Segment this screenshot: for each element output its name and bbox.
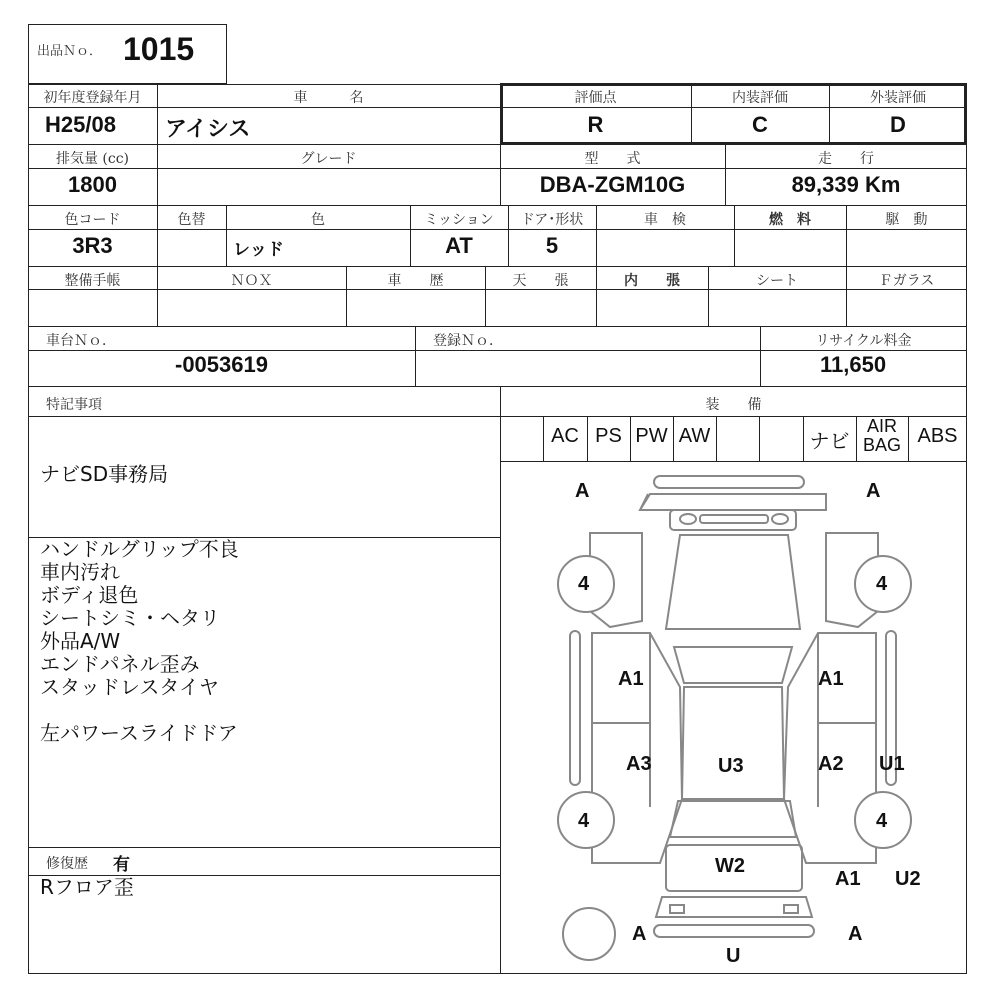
- color-change-label: 色替: [177, 212, 206, 228]
- color-value: レッド: [233, 240, 284, 259]
- dmg-left-rear-door: A3: [626, 753, 652, 775]
- dmg-right-front-door: A1: [818, 668, 844, 690]
- mission-value: AT: [445, 233, 473, 258]
- fglass-label: Ｆガラス: [878, 273, 935, 289]
- dmg-front-left: A: [575, 480, 590, 502]
- score-label: 評価点: [574, 90, 617, 106]
- recycle-label: リサイクル料金: [815, 333, 912, 349]
- equip-pw: PW: [635, 425, 668, 447]
- repair-value: 有: [113, 855, 130, 874]
- dmg-right-rail: U1: [879, 753, 905, 775]
- roof: [682, 687, 784, 799]
- seat-label: シート: [756, 273, 798, 289]
- color-code-value: 3R3: [72, 233, 113, 258]
- history-label: 車 歴: [387, 273, 444, 289]
- grade-label: グレード: [300, 151, 357, 167]
- special-note-line: 車内汚れ: [40, 560, 120, 584]
- score-value: R: [587, 112, 604, 137]
- model-value: DBA-ZGM10G: [539, 172, 686, 197]
- exterior-value: D: [890, 112, 906, 137]
- dmg-rear-bumper: U: [726, 945, 741, 967]
- equip-ac: AC: [551, 425, 579, 447]
- dmg-front-right: A: [866, 480, 881, 502]
- dmg-rear-right-bumper: A: [848, 923, 863, 945]
- equipment-label: 装 備: [705, 397, 762, 413]
- rail-left: [570, 631, 580, 785]
- recycle-value: 11,650: [820, 352, 887, 377]
- dmg-rear-right: A1: [835, 868, 861, 890]
- special-note-line: [40, 699, 239, 722]
- lot-number: 1015: [123, 31, 195, 67]
- interior-label: 内装評価: [732, 90, 788, 106]
- hood: [666, 535, 800, 629]
- special-note-line: スタッドレスタイヤ: [40, 675, 219, 699]
- car-diagram: [500, 461, 967, 974]
- special-note-line: 左パワースライドドア: [40, 721, 238, 745]
- front-grille: [670, 510, 796, 530]
- chassis-value: -0053619: [175, 352, 268, 377]
- nox-label: ＮＯＸ: [230, 273, 273, 289]
- rear-bumper-bottom: [654, 925, 814, 937]
- sunroof-label: 天 張: [512, 273, 569, 289]
- special-note-line: ボディ退色: [40, 583, 139, 607]
- lot-label: 出品Ｎｏ．: [37, 44, 103, 59]
- dmg-tire-rl: 4: [578, 810, 590, 832]
- lot-box: [28, 24, 227, 84]
- model-label: 型 式: [584, 151, 641, 167]
- door-label: ドア･形状: [520, 212, 584, 228]
- car-name-label: 車 名: [293, 90, 364, 106]
- maintenance-label: 整備手帳: [64, 273, 121, 289]
- mileage-value: 89,339 Km: [791, 172, 901, 197]
- equip-navi: ナビ: [809, 431, 850, 453]
- color-label: 色: [311, 212, 325, 228]
- dmg-rear-glass: W2: [715, 855, 745, 877]
- dmg-rear-left-bumper: A: [632, 923, 647, 945]
- front-bumper: [640, 494, 826, 510]
- spare-tire: [563, 908, 615, 960]
- mission-label: ミッション: [424, 212, 494, 228]
- special-note-top: ナビSD事務局: [40, 462, 169, 486]
- special-notes-label: 特記事項: [46, 397, 102, 413]
- chassis-label: 車台Ｎｏ．: [46, 333, 116, 349]
- color-code-label: 色コード: [64, 212, 121, 228]
- interior-trim-label: 内 張: [624, 273, 680, 289]
- displacement-value: 1800: [68, 172, 117, 197]
- first-reg-label: 初年度登録年月: [43, 90, 142, 106]
- dmg-tire-fl: 4: [578, 573, 590, 595]
- dmg-tire-fr: 4: [876, 573, 888, 595]
- fuel-label: 燃 料: [769, 212, 811, 228]
- first-reg-value: H25/08: [45, 112, 116, 137]
- front-bumper-top: [654, 476, 804, 488]
- front-emblem-right: [772, 514, 788, 524]
- rear-window: [670, 801, 796, 837]
- reg-no-label: 登録Ｎｏ．: [433, 333, 503, 349]
- special-note-line: ハンドルグリップ不良: [40, 537, 239, 561]
- door-value: 5: [545, 233, 559, 258]
- dmg-rear-right-outer: U2: [895, 868, 921, 890]
- drive-label: 駆 動: [885, 212, 928, 228]
- dmg-tire-rr: 4: [876, 810, 888, 832]
- equip-abs: ABS: [917, 425, 958, 447]
- special-note-line: 外品A/W: [40, 629, 121, 653]
- dmg-left-front-door: A1: [618, 668, 644, 690]
- mileage-label: 走 行: [818, 151, 874, 167]
- dmg-right-rear-door: A2: [818, 753, 844, 775]
- special-note-line: シートシミ・ヘタリ: [40, 606, 220, 630]
- front-emblem-left: [680, 514, 696, 524]
- special-note-line: エンドパネル歪み: [40, 652, 200, 676]
- interior-value: C: [752, 112, 768, 137]
- inspection-label: 車 検: [644, 212, 686, 228]
- equip-airbag: AIR BAG: [862, 416, 901, 455]
- car-name-value: アイシス: [165, 116, 251, 141]
- repair-note: Rフロア歪: [40, 875, 134, 899]
- equip-aw: AW: [678, 425, 711, 447]
- equip-ps: PS: [595, 425, 622, 447]
- displacement-label: 排気量 (cc): [55, 151, 130, 167]
- special-notes-list: [40, 538, 239, 745]
- windshield: [674, 647, 792, 683]
- dmg-roof: U3: [718, 755, 744, 777]
- exterior-label: 外装評価: [870, 90, 926, 106]
- repair-label: 修復歴: [46, 856, 88, 872]
